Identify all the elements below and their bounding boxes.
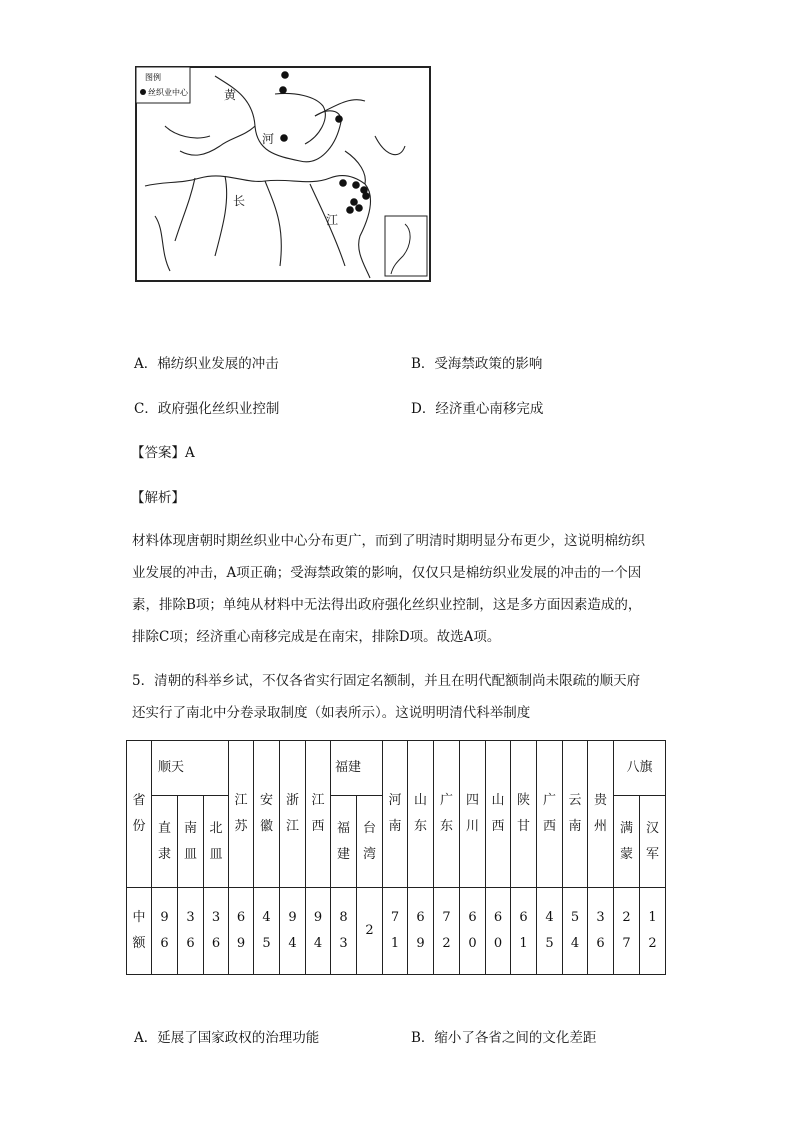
province-cell: 山西 <box>486 741 511 888</box>
province-cell: 河南 <box>383 741 408 888</box>
province-cell: 陕甘 <box>511 741 537 888</box>
analysis-paragraph <box>132 525 662 653</box>
quota-cell: 60 <box>460 888 486 975</box>
province-cell: 广西 <box>537 741 563 888</box>
quota-cell: 2 <box>357 888 383 975</box>
quota-cell: 12 <box>640 888 666 975</box>
province-cell: 江西 <box>306 741 331 888</box>
group-shuntian: 顺天 <box>152 741 229 796</box>
quota-table <box>126 740 666 975</box>
quota-cell: 36 <box>178 888 204 975</box>
quota-cell: 94 <box>306 888 331 975</box>
province-cell: 安徽 <box>254 741 280 888</box>
legend-item: 丝织业中心 <box>148 88 188 97</box>
quota-cell: 69 <box>229 888 254 975</box>
silk-centers-map <box>135 66 431 282</box>
quota-cell: 94 <box>280 888 306 975</box>
label-jiang: 江 <box>326 213 339 227</box>
analysis-line: 材料体现唐朝时期丝织业中心分布更广，而到了明清时期明显分布更少，这说明棉纺织 <box>132 533 645 549</box>
quota-cell: 71 <box>383 888 408 975</box>
quota-cell: 36 <box>204 888 229 975</box>
province-cell: 广东 <box>434 741 460 888</box>
q5-option-b: B．缩小了各省之间的文化差距 <box>411 1030 597 1046</box>
quota-cell: 60 <box>486 888 511 975</box>
quota-cell: 72 <box>434 888 460 975</box>
province-cell: 山东 <box>408 741 434 888</box>
question-line: 还实行了南北中分卷录取制度（如表所示）。这说明明清代科举制度 <box>132 705 531 721</box>
group-baqi: 八旗 <box>614 741 666 796</box>
question-5-stem <box>132 665 662 729</box>
province-cell: 南皿 <box>178 796 204 888</box>
province-cell: 浙江 <box>280 741 306 888</box>
q4-option-d: D．经济重心南移完成 <box>411 401 544 417</box>
legend-title: 图例 <box>145 73 161 82</box>
province-cell: 贵州 <box>588 741 614 888</box>
q4-option-b: B．受海禁政策的影响 <box>411 356 543 372</box>
label-chang: 长 <box>233 194 246 208</box>
quota-cell: 45 <box>254 888 280 975</box>
row-header-quota: 中额 <box>127 888 152 975</box>
question-line: 5．清朝的科举乡试，不仅各省实行固定名额制，并且在明代配额制尚未限疏的顺天府 <box>132 673 641 689</box>
q4-option-c: C．政府强化丝织业控制 <box>134 401 280 417</box>
group-fujian: 福建 <box>331 741 383 796</box>
province-cell: 满蒙 <box>614 796 640 888</box>
answer-line: 【答案】A <box>131 445 195 461</box>
quota-cell: 69 <box>408 888 434 975</box>
quota-cell: 83 <box>331 888 357 975</box>
analysis-line: 排除C项；经济重心南移完成是在南宋，排除D项。故选A项。 <box>132 629 501 645</box>
province-cell: 云南 <box>563 741 588 888</box>
province-cell: 福建 <box>331 796 357 888</box>
row-header-province: 省份 <box>127 741 152 888</box>
quota-cell: 27 <box>614 888 640 975</box>
province-cell: 汉军 <box>640 796 666 888</box>
province-cell: 江苏 <box>229 741 254 888</box>
quota-cell: 61 <box>511 888 537 975</box>
analysis-title: 【解析】 <box>131 490 185 506</box>
label-huang: 黄 <box>224 88 237 102</box>
province-cell: 台湾 <box>357 796 383 888</box>
province-cell: 直隶 <box>152 796 178 888</box>
q4-option-a: A．棉纺织业发展的冲击 <box>134 356 279 372</box>
province-cell: 北皿 <box>204 796 229 888</box>
label-he: 河 <box>262 132 275 146</box>
quota-cell: 45 <box>537 888 563 975</box>
analysis-line: 业发展的冲击，A项正确；受海禁政策的影响，仅仅只是棉纺织业发展的冲击的一个因 <box>132 565 642 581</box>
q5-option-a: A．延展了国家政权的治理功能 <box>134 1030 320 1046</box>
analysis-line: 素，排除B项；单纯从材料中无法得出政府强化丝织业控制，这是多方面因素造成的， <box>132 597 642 613</box>
quota-cell: 54 <box>563 888 588 975</box>
quota-cell: 96 <box>152 888 178 975</box>
province-cell: 四川 <box>460 741 486 888</box>
legend-dot-icon <box>140 89 146 95</box>
quota-cell: 36 <box>588 888 614 975</box>
